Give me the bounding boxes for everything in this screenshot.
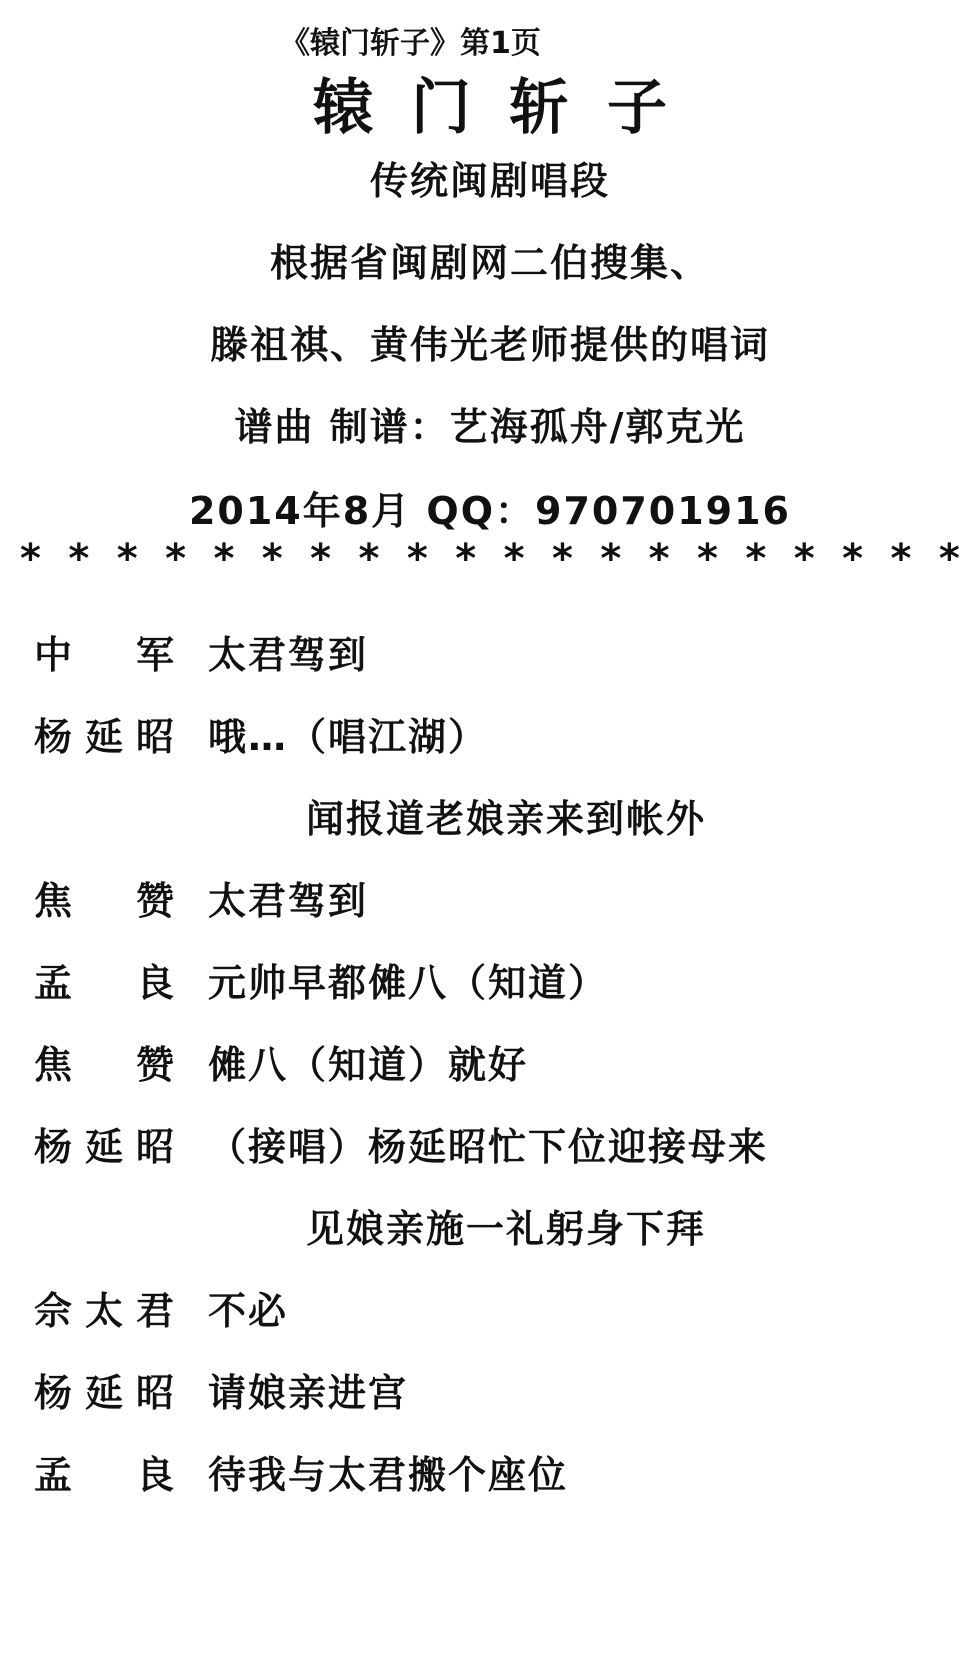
separator (20, 536, 960, 582)
dialogue-line: 元帅早都傩八（知道） (208, 961, 609, 1005)
speaker-name: 杨 延 昭 (34, 1125, 174, 1169)
dialogue-line: 哦…（唱江湖） (208, 715, 489, 759)
separator-star: * (455, 536, 477, 582)
speaker-name: 焦 赞 (34, 879, 174, 923)
separator-star: * (745, 536, 767, 582)
dialogue-line: 不必 (208, 1289, 289, 1333)
credit-line-4: 2014年8月 QQ：970701916 (188, 489, 791, 533)
dialogue-row (0, 1444, 980, 1504)
speaker-name: 杨 延 昭 (34, 715, 174, 759)
separator-star: * (890, 536, 912, 582)
speaker-name: 孟 良 (34, 961, 174, 1005)
dialogue-row (0, 1034, 980, 1094)
separator-star: * (697, 536, 718, 582)
dialogue-row (0, 870, 980, 930)
separator-star: * (20, 536, 41, 582)
dialogue-row (0, 1116, 980, 1176)
separator-star: * (116, 536, 138, 582)
credit-line-3: 谱曲 制谱：艺海孤舟/郭克光 (234, 405, 746, 449)
speaker-name: 焦 赞 (34, 1043, 174, 1087)
speaker-name: 孟 良 (34, 1453, 174, 1497)
credit-line-1: 根据省闽剧网二伯搜集、 (269, 241, 710, 285)
separator-star: * (213, 536, 235, 582)
separator-star: * (310, 536, 332, 582)
dialogue-line: 太君驾到 (208, 879, 369, 923)
page-header: 《辕门斩子》第1页 (280, 26, 541, 61)
speaker-name: 佘 太 君 (34, 1289, 174, 1333)
dialogue-row (0, 706, 980, 766)
separator-star: * (648, 536, 670, 582)
dialogue-line: （接唱）杨延昭忙下位迎接母来 (208, 1125, 769, 1169)
separator-star: * (503, 536, 525, 582)
dialogue-row (0, 1280, 980, 1340)
dialogue-row (0, 1198, 980, 1258)
dialogue-line: 待我与太君搬个座位 (208, 1453, 569, 1497)
credit-line-2: 滕祖祺、黄伟光老师提供的唱词 (209, 323, 770, 367)
dialogue-row (0, 788, 980, 848)
dialogue-line: 请娘亲进宫 (208, 1371, 409, 1415)
speaker-name: 中 军 (34, 633, 174, 677)
separator-star: * (600, 536, 622, 582)
subtitle: 传统闽剧唱段 (369, 159, 610, 203)
dialogue-row (0, 952, 980, 1012)
dialogue-line: 太君驾到 (208, 633, 369, 677)
separator-star: * (261, 536, 283, 582)
separator-star: * (842, 536, 864, 582)
document-title: 辕门斩子 (313, 73, 705, 143)
dialogue-row (0, 624, 980, 684)
continued-line: 见娘亲施一礼躬身下拜 (306, 1207, 707, 1251)
dialogue-line: 傩八（知道）就好 (208, 1043, 529, 1087)
dialogue-row (0, 1362, 980, 1422)
separator-star: * (938, 536, 960, 582)
separator-star: * (165, 536, 186, 582)
separator-star: * (358, 536, 380, 582)
separator-star: * (793, 536, 815, 582)
continued-line: 闻报道老娘亲来到帐外 (306, 797, 707, 841)
separator-star: * (68, 536, 90, 582)
separator-star: * (551, 536, 573, 582)
speaker-name: 杨 延 昭 (34, 1371, 174, 1415)
separator-star: * (406, 536, 428, 582)
